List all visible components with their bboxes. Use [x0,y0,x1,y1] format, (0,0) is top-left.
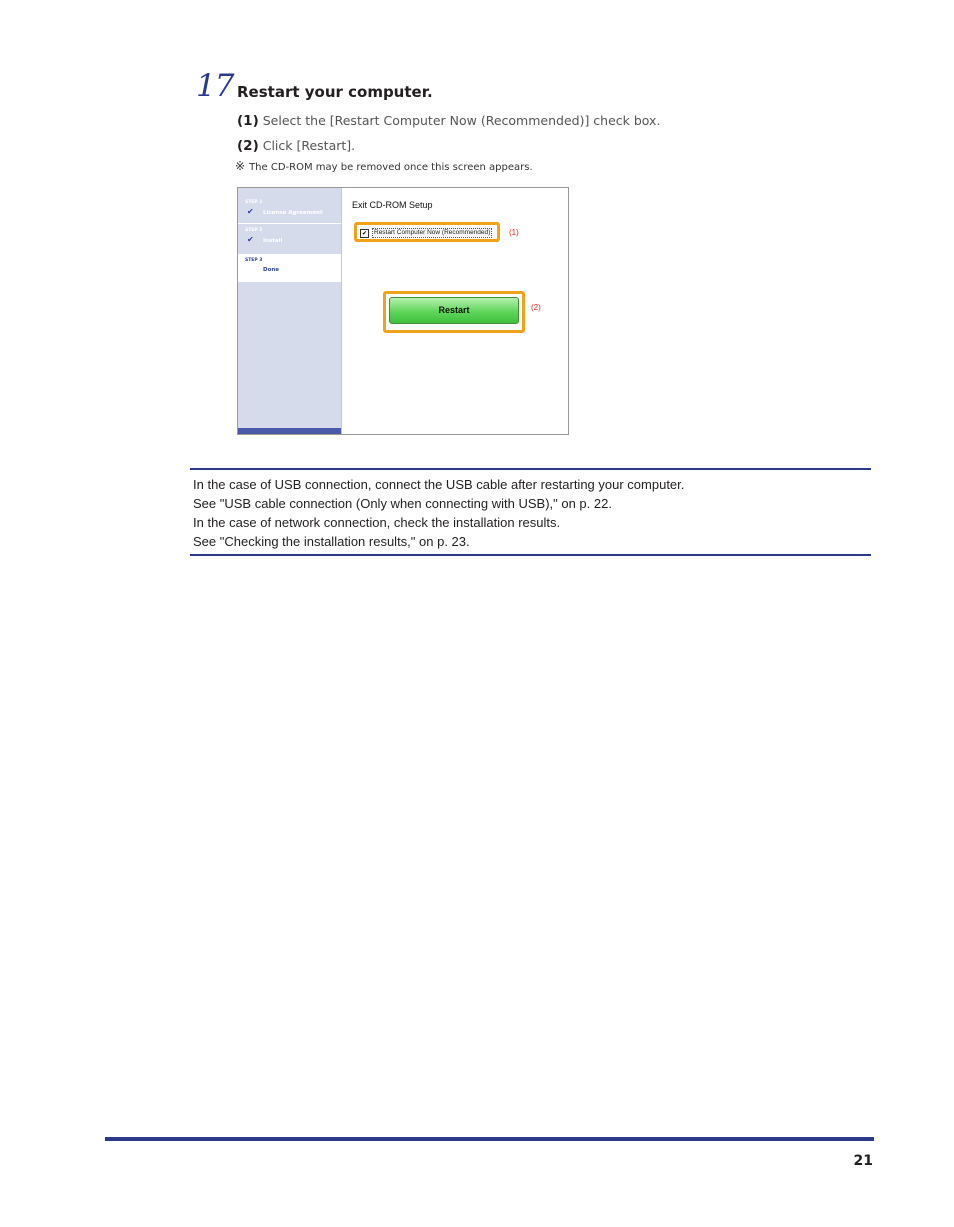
window-title: Exit CD-ROM Setup [352,200,433,210]
step-number: 17 [196,68,234,104]
sidebar-step-1 [238,198,341,218]
page-number: 21 [853,1153,873,1169]
info-line-2: See "USB cable connection (Only when connecting with USB)," on p. 22. [193,496,612,511]
check-icon: ✔ [247,235,254,244]
sidebar-step-3 [238,254,341,282]
step-2-name: Install [263,238,283,244]
step-3-name: Done [263,267,279,273]
step-3-label: STEP 3 [245,258,263,263]
restart-now-checkbox-row[interactable] [360,228,492,238]
info-top-rule [190,468,871,470]
check-icon: ✔ [247,207,254,216]
instruction-2-text: Click [Restart]. [262,138,356,153]
setup-screenshot [237,187,569,435]
step-title: Restart your computer. [237,83,433,101]
instruction-2 [237,138,355,154]
step-1-name: License Agreement [263,210,323,216]
info-box [193,475,684,551]
instruction-2-number: (2) [237,138,259,154]
callout-2: (2) [531,303,541,312]
note-mark-icon: ※ [235,159,246,173]
restart-now-checkbox[interactable]: ✔ [361,229,368,237]
instruction-1-text: Select the [Restart Computer Now (Recommended)] check box. [262,113,661,128]
step-sidebar [238,188,342,434]
sidebar-step-2 [238,226,341,246]
note-text: The CD-ROM may be removed once this screen appears. [249,162,533,173]
callout-1: (1) [509,228,519,237]
instruction-1 [237,113,660,129]
info-line-4: See "Checking the installation results," on p. 23. [193,534,470,549]
restart-now-checkbox-label[interactable]: Restart Computer Now (Recommended) [374,229,491,236]
restart-button[interactable]: Restart [389,297,519,324]
info-bottom-rule [190,554,871,556]
info-line-1: In the case of USB connection, connect the USB cable after restarting your computer. [193,477,685,492]
info-line-3: In the case of network connection, check the installation results. [193,515,561,530]
sidebar-footer-bar [238,428,341,434]
step-1-label: STEP 1 [245,200,263,205]
note [235,159,533,175]
step-2-label: STEP 2 [245,228,263,233]
instruction-1-number: (1) [237,113,259,129]
footer-rule [105,1137,874,1141]
